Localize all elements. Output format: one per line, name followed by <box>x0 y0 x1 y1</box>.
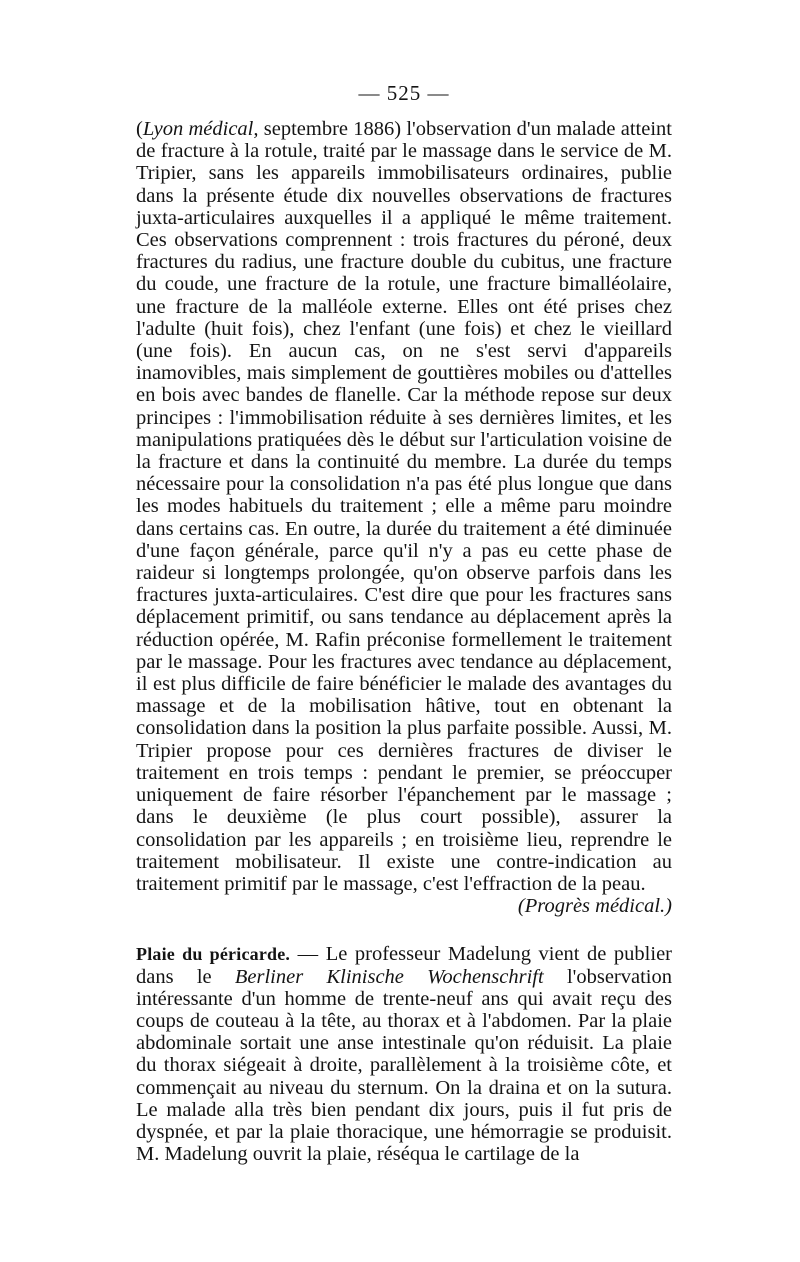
journal-title-berliner: Berliner Klinische Wochenschrift <box>234 965 544 988</box>
page-number: — 525 — <box>358 81 450 105</box>
open-paren: ( <box>136 118 143 140</box>
paragraph-text-before: — Le professeur Madelung vient de publier dans le <box>136 943 672 988</box>
paragraph-text-after: l'observation intéressante d'un homme de trente-neuf ans qui avait reçu des coups de couteau à la tête, au thorax et à l'abdomen. Par la plaie abdominale sortait une anse intestinale qu'on réduisit. La plaie du thorax siégeait à droite, parallèlement à la troisième côte, et commençait au niveau du sternum. On la draina et on la sutura. Le malade alla très bien pendant dix jours, puis il fut pris de dyspnée, et par la plaie thoracique, une hémorragie se produisit. M. Madelung ouvrit la plaie, réséqua le cartilage de la <box>136 965 672 1166</box>
paragraph-text: septembre 1886) l'observation d'un malade atteint de fracture à la rotule, traité par le massage dans le service de M. Tripier, sans les appareils immobilisateurs ordinaires, publie dans la présente étude dix nouvelles observations de fractures juxta-articulaires auxquelles il a appliqué le même traitement. Ces observations comprennent : trois fractures du péroné, deux fractures du radius, une fracture double du cubitus, une fracture du coude, une fracture de la rotule, une fracture bimalléolaire, une fracture de la malléole externe. Elles ont été prises chez l'adulte (huit fois), chez l'enfant (une fois) et chez le vieillard (une fois). En aucun cas, on ne s'est servi d'appareils inamovibles, mais simplement de gouttières mobiles ou d'attelles en bois avec bandes de flanelle. Car la méthode repose sur deux principes : l'immobilisation réduite à ses dernières limites, et les manipulations pratiquées dès le début sur l'articulation voisine de la fracture et dans la continuité du membre. La durée du temps nécessaire pour la consolidation n'a pas été plus longue que dans les modes habituels du traitement ; elle a même paru moindre dans certains cas. En outre, la durée du traitement a été diminuée d'une façon générale, parce qu'il n'y a pas eu cette phase de raideur si longtemps prolongée, qu'on observe parfois dans les fractures juxta-articulaires. C'est dire que pour les fractures sans déplacement primitif, ou sans tendance au déplacement après la réduction opérée, M. Rafin préconise formellement le traitement par le massage. Pour les fractures avec tendance au déplacement, il est plus difficile de faire bénéficier le malade des avantages du massage et de la mobilisation hâtive, tout en obtenant la consolidation dans la position la plus parfaite possible. Aussi, M. Tripier propose pour ces dernières fractures de diviser le traitement en trois temps : pendant le premier, se préoccuper uniquement de faire résorber l'épanchement par le massage ; dans le deuxième (le plus court possible), assurer la consolidation par les appareils ; en troisième lieu, reprendre le traitement mobilisateur. Il existe une contre-indication au traitement primitif par le massage, c'est l'effraction de la peau. <box>136 118 672 895</box>
document-page <box>136 80 672 1165</box>
article-paragraph-pericarde <box>136 943 672 1165</box>
source-citation: (Progrès médical.) <box>517 895 672 918</box>
article-paragraph-rotule <box>136 118 672 895</box>
section-title: Plaie du péricarde. <box>136 944 291 965</box>
journal-title-lyon: Lyon médical, <box>142 118 259 140</box>
